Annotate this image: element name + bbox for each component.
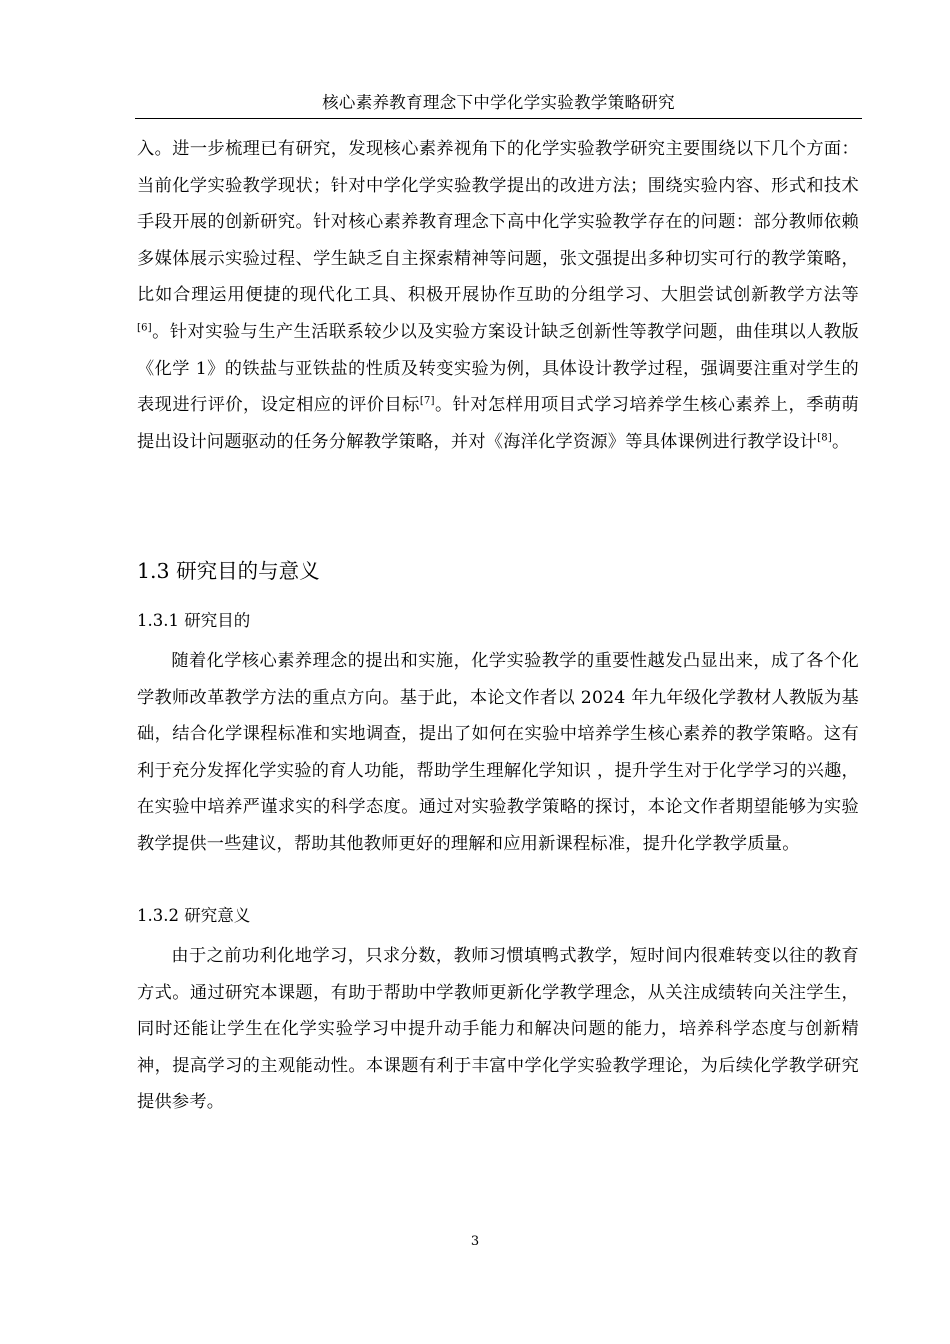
paragraph-text: 。针对实验与生产生活联系较少以及实验方案设计缺乏创新性等教学问题，曲佳琪以人教版《化学 1》的铁盐与亚铁盐的性质及转变实验为例，具体设计教学过程，强调要注重对学生的表现进行评价，设定相应的评价目标 [137,321,859,416]
body-paragraph: 由于之前功利化地学习，只求分数，教师习惯填鸭式教学，短时间内很难转变以往的教育方式。通过研究本课题，有助于帮助中学教师更新化学教学理念，从关注成绩转向关注学生，同时还能让学生在化学实验学习中提升动手能力和解决问题的能力，培养科学态度与创新精神，提高学习的主观能动性。本课题有利于丰富中学化学实验教学理论，为后续化学教学研究提供参考。 [137,946,859,1113]
page-number: 3 [470,1234,480,1249]
citation-ref: [8] [817,432,832,444]
citation-ref: [7] [419,395,435,407]
body-paragraph: 随着化学核心素养理念的提出和实施，化学实验教学的重要性越发凸显出来，成了各个化学教师改革教学方法的重点方向。基于此，本论文作者以 2024 年九年级化学教材人教版为基础，结合化学课程标准和实地调查，提出了如何在实验中培养学生核心素养的教学策略。这有利于充分发挥化学实验的育人功能，帮助学生理解化学知识 ，提升学生对于化学学习的兴趣，在实验中培养严谨求实的科学态度。通过对实验教学策略的探讨，本论文作者期望能够为实验教学提供一些建议，帮助其他教师更好的理解和应用新课程标准，提升化学教学质量。 [137,651,859,854]
header-rule [135,118,862,119]
paragraph-text: 入。进一步梳理已有研究，发现核心素养视角下的化学实验教学研究主要围绕以下几个方面：当前化学实验教学现状；针对中学化学实验教学提出的改进方法；围绕实验内容、形式和技术手段开展的创新研究。针对核心素养教育理念下高中化学实验教学存在的问题：部分教师依赖多媒体展示实验过程、学生缺乏自主探索精神等问题，张文强提出多种切实可行的教学策略，比如合理运用便捷的现代化工具、积极开展协作互助的分组学习、大胆尝试创新教学方法等 [137,139,859,306]
body-paragraph [137,131,859,460]
citation-ref: [6] [137,322,152,334]
subsection-heading: 1.3.2 研究意义 [137,906,251,925]
paragraph-text: 。 [832,431,850,452]
paragraph-text: 。针对怎样用项目式学习培养学生核心素养上，季萌萌提出设计问题驱动的任务分解教学策略，并对《海洋化学资源》等具体课例进行教学设计 [137,395,859,452]
subsection-heading: 1.3.1 研究目的 [137,611,251,630]
section-heading: 1.3 研究目的与意义 [137,559,320,583]
running-header: 核心素养教育理念下中学化学实验教学策略研究 [322,93,675,112]
